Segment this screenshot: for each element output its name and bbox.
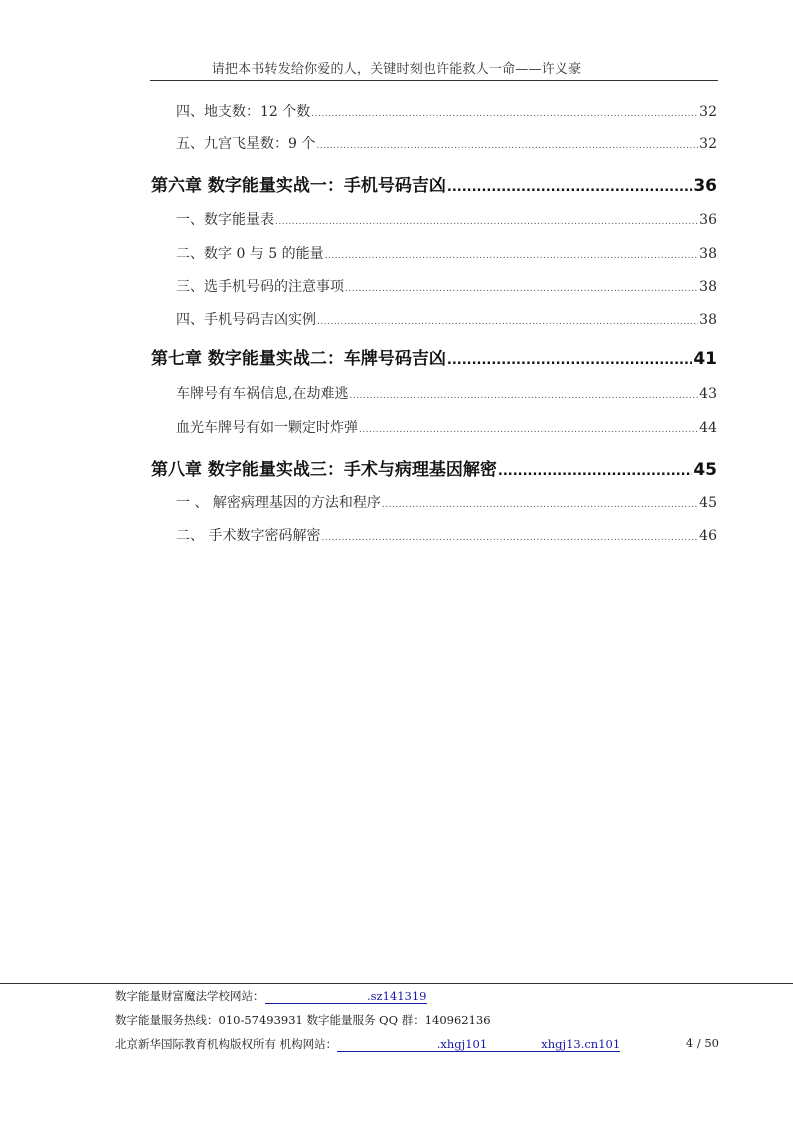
- toc-section-entry[interactable]: [176, 492, 717, 512]
- toc-page-number: 32: [699, 136, 717, 152]
- toc-page-number: 32: [699, 104, 717, 120]
- toc-dot-leader: [447, 180, 692, 195]
- toc-section-entry[interactable]: [176, 417, 717, 437]
- footer-divider: [0, 983, 793, 984]
- toc-entry-title: 二、数字 0 与 5 的能量: [176, 246, 324, 262]
- toc-dot-leader: [498, 464, 692, 479]
- toc-page-number: 38: [699, 312, 717, 328]
- toc-page-number: 43: [699, 386, 717, 402]
- toc-page-number: 36: [699, 212, 717, 228]
- toc-chapter-entry[interactable]: [151, 171, 717, 196]
- running-header: 请把本书转发给你爱的人，关键时刻也许能救人一命——许义豪: [211, 62, 582, 77]
- toc-entry-title: 五、九宫飞星数：9 个: [176, 136, 316, 152]
- toc-section-entry[interactable]: [176, 309, 717, 329]
- footer-copyright-line: [115, 1036, 620, 1052]
- toc-entry-title: 四、地支数：12 个数: [176, 104, 311, 120]
- toc-page-number: 45: [693, 460, 717, 480]
- toc-section-entry[interactable]: [176, 525, 717, 545]
- toc-dot-leader: [349, 391, 698, 401]
- toc-page-number: 44: [699, 420, 717, 436]
- toc-entry-title: 一 、 解密病理基因的方法和程序: [176, 495, 381, 511]
- org-website-link-2[interactable]: xhgj13.cn101: [487, 1038, 620, 1052]
- toc-page-number: 45: [699, 495, 717, 511]
- footer-copyright-label: 北京新华国际教育机构版权所有 机构网站：: [115, 1037, 338, 1051]
- toc-dot-leader: [275, 217, 698, 227]
- toc-entry-title: 血光车牌号有如一颗定时炸弹: [176, 420, 358, 436]
- toc-page-number: 46: [699, 528, 717, 544]
- footer-website-label: 数字能量财富魔法学校网站：: [115, 989, 265, 1003]
- toc-dot-leader: [359, 425, 698, 435]
- page-number: 4 / 50: [685, 1036, 719, 1050]
- toc-entry-title: 三、选手机号码的注意事项: [176, 279, 344, 295]
- toc-dot-leader: [311, 109, 698, 119]
- toc-entry-title: 车牌号有车祸信息,在劫难逃: [176, 386, 349, 402]
- toc-page-number: 41: [693, 349, 717, 369]
- toc-dot-leader: [317, 317, 698, 327]
- toc-section-entry[interactable]: [176, 133, 717, 153]
- footer-website-line: [115, 988, 427, 1004]
- toc-section-entry[interactable]: [176, 243, 717, 263]
- toc-entry-title: 一、数字能量表: [176, 212, 274, 228]
- toc-section-entry[interactable]: [176, 209, 717, 229]
- toc-chapter-entry[interactable]: [151, 344, 717, 369]
- toc-entry-title: 第七章 数字能量实战二：车牌号码吉凶: [151, 349, 446, 369]
- toc-dot-leader: [316, 141, 698, 151]
- toc-page-number: 38: [699, 246, 717, 262]
- toc-entry-title: 第八章 数字能量实战三：手术与病理基因解密: [151, 460, 497, 480]
- footer-hotline-line: 数字能量服务热线：010-57493931 数字能量服务 QQ 群：140962136: [115, 1013, 491, 1027]
- toc-entry-title: 第六章 数字能量实战一：手机号码吉凶: [151, 176, 446, 196]
- toc-dot-leader: [321, 533, 698, 543]
- toc-dot-leader: [447, 353, 692, 368]
- toc-entry-title: 二、 手术数字密码解密: [176, 528, 321, 544]
- toc-dot-leader: [345, 284, 698, 294]
- toc-page-number: 36: [693, 176, 717, 196]
- toc-section-entry[interactable]: [176, 276, 717, 296]
- toc-dot-leader: [325, 251, 699, 261]
- org-website-link-1[interactable]: .xhgj101: [337, 1038, 487, 1052]
- header-divider: [150, 80, 718, 81]
- school-website-link[interactable]: .sz141319: [265, 990, 427, 1004]
- toc-entry-title: 四、手机号码吉凶实例: [176, 312, 316, 328]
- toc-section-entry[interactable]: [176, 101, 717, 121]
- toc-page-number: 38: [699, 279, 717, 295]
- toc-dot-leader: [382, 500, 698, 510]
- toc-chapter-entry[interactable]: [151, 455, 717, 480]
- toc-section-entry[interactable]: [176, 383, 717, 403]
